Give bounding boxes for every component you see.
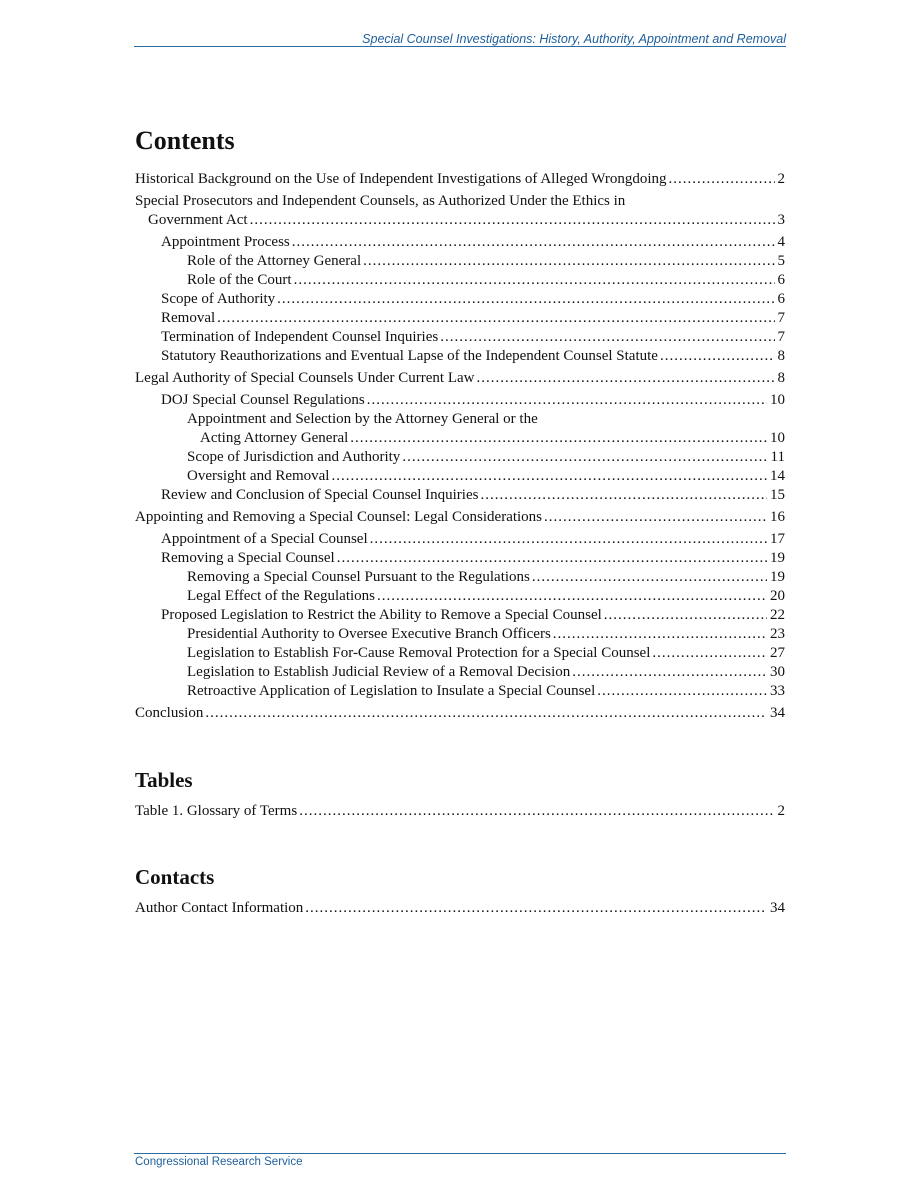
toc-entry[interactable] — [135, 467, 785, 486]
dot-leader — [331, 467, 767, 486]
toc-entry-page: 33 — [770, 683, 785, 699]
toc-entry-title: Appointment and Selection by the Attorney General or the — [187, 411, 538, 427]
toc-entry-title: Oversight and Removal — [187, 468, 330, 484]
toc-entry-title: Author Contact Information — [135, 900, 304, 916]
toc-entry-page: 34 — [770, 900, 785, 916]
toc-entry-page: 27 — [770, 645, 785, 661]
dot-leader — [337, 549, 767, 568]
contents-list — [135, 170, 785, 723]
toc-entry-page: 34 — [770, 705, 785, 721]
toc-entry[interactable] — [135, 192, 785, 230]
toc-entry-page: 4 — [777, 234, 785, 250]
toc-entry[interactable] — [135, 802, 785, 821]
toc-entry-title: DOJ Special Counsel Regulations — [161, 392, 365, 408]
toc-entry[interactable] — [135, 587, 785, 606]
toc-entry[interactable] — [135, 704, 785, 723]
toc-entry[interactable] — [135, 309, 785, 328]
toc-entry-page: 6 — [777, 291, 785, 307]
dot-leader — [532, 568, 767, 587]
toc-entry-title: Appointing and Removing a Special Counsel: Legal Considerations — [135, 509, 543, 525]
toc-entry-title: Presidential Authority to Oversee Executive Branch Officers — [187, 626, 551, 642]
dot-leader — [367, 391, 767, 410]
toc-entry-page: 10 — [770, 430, 785, 446]
dot-leader — [477, 369, 775, 388]
toc-entry-page: 8 — [777, 370, 785, 386]
footer-publisher: Congressional Research Service — [135, 1156, 303, 1168]
toc-entry-page: 7 — [777, 310, 785, 326]
toc-entry-title: Legal Authority of Special Counsels Under Current Law — [135, 370, 475, 386]
toc-entry-page: 10 — [770, 392, 785, 408]
footer-divider — [134, 1153, 786, 1154]
toc-entry-page: 20 — [770, 588, 785, 604]
toc-entry-title: Historical Background on the Use of Independent Investigations of Alleged Wrongdoing — [135, 171, 667, 187]
toc-entry-page: 5 — [777, 253, 785, 269]
toc-entry-title: Role of the Attorney General — [187, 253, 362, 269]
toc-entry-page: 2 — [777, 171, 785, 187]
dot-leader — [544, 508, 767, 527]
toc-entry-page: 2 — [777, 803, 785, 819]
dot-leader — [305, 899, 767, 918]
toc-entry-title: Appointment Process — [161, 234, 290, 250]
dot-leader — [294, 271, 775, 290]
toc-entry-title: Termination of Independent Counsel Inquiries — [161, 329, 439, 345]
toc-entry-page: 30 — [770, 664, 785, 680]
toc-entry-title: Special Prosecutors and Independent Counsels, as Authorized Under the Ethics in — [135, 193, 626, 209]
dot-leader — [669, 170, 775, 189]
dot-leader — [277, 290, 774, 309]
toc-entry[interactable] — [135, 625, 785, 644]
toc-entry-page: 8 — [777, 348, 785, 364]
dot-leader — [250, 211, 775, 230]
toc-entry-page: 22 — [770, 607, 785, 623]
toc-entry-title-continuation: Acting Attorney General — [200, 430, 349, 446]
toc-entry-page: 19 — [770, 569, 785, 585]
toc-entry-title: Removing a Special Counsel Pursuant to the Regulations — [187, 569, 530, 585]
toc-entry-title: Legislation to Establish For-Cause Removal Protection for a Special Counsel — [187, 645, 651, 661]
toc-entry[interactable] — [135, 508, 785, 527]
dot-leader — [299, 802, 774, 821]
toc-entry-page: 15 — [770, 487, 785, 503]
toc-entry-title: Review and Conclusion of Special Counsel Inquiries — [161, 487, 479, 503]
toc-entry[interactable] — [135, 663, 785, 682]
dot-leader — [660, 347, 775, 366]
dot-leader — [480, 486, 767, 505]
dot-leader — [604, 606, 767, 625]
header-divider — [134, 46, 786, 47]
toc-entry-page: 14 — [770, 468, 785, 484]
toc-entry-page: 17 — [770, 531, 785, 547]
dot-leader — [370, 530, 767, 549]
toc-entry-page: 11 — [770, 449, 785, 465]
dot-leader — [377, 587, 767, 606]
toc-entry[interactable] — [135, 448, 785, 467]
toc-entry[interactable] — [135, 568, 785, 587]
dot-leader — [553, 625, 767, 644]
toc-entry-title: Legislation to Establish Judicial Review of a Removal Decision — [187, 664, 571, 680]
dot-leader — [440, 328, 774, 347]
toc-entry-title: Role of the Court — [187, 272, 292, 288]
toc-entry-title: Proposed Legislation to Restrict the Ability to Remove a Special Counsel — [161, 607, 602, 623]
toc-entry-page: 19 — [770, 550, 785, 566]
toc-entry-title: Conclusion — [135, 705, 204, 721]
toc-entry[interactable] — [135, 530, 785, 549]
toc-entry[interactable] — [135, 170, 785, 189]
tables-list — [135, 802, 785, 821]
dot-leader — [572, 663, 767, 682]
tables-heading: Tables — [135, 768, 193, 792]
dot-leader — [217, 309, 774, 328]
toc-entry-title: Scope of Jurisdiction and Authority — [187, 449, 401, 465]
contacts-heading: Contacts — [135, 865, 215, 889]
toc-entry[interactable] — [135, 606, 785, 625]
dot-leader — [350, 429, 767, 448]
toc-entry-title-continuation: Government Act — [148, 212, 248, 228]
contents-heading: Contents — [135, 126, 235, 155]
toc-entry[interactable] — [135, 369, 785, 388]
running-header-title: Special Counsel Investigations: History, Authority, Appointment and Removal — [362, 32, 786, 46]
toc-entry-page: 23 — [770, 626, 785, 642]
toc-entry[interactable] — [135, 290, 785, 309]
toc-page-body — [135, 124, 785, 918]
toc-entry-title: Table 1. Glossary of Terms — [135, 803, 298, 819]
toc-entry[interactable] — [135, 271, 785, 290]
toc-entry[interactable] — [135, 899, 785, 918]
dot-leader — [292, 233, 775, 252]
toc-entry[interactable] — [135, 486, 785, 505]
toc-entry[interactable] — [135, 391, 785, 410]
toc-entry-page: 6 — [777, 272, 785, 288]
toc-entry-title: Retroactive Application of Legislation to Insulate a Special Counsel — [187, 683, 596, 699]
toc-entry[interactable] — [135, 410, 785, 448]
toc-entry-title: Appointment of a Special Counsel — [161, 531, 368, 547]
toc-entry[interactable] — [135, 252, 785, 271]
toc-entry-page: 3 — [777, 212, 785, 228]
toc-entry-title: Statutory Reauthorizations and Eventual Lapse of the Independent Counsel Statute — [161, 348, 658, 364]
contacts-list — [135, 899, 785, 918]
dot-leader — [597, 682, 767, 701]
toc-entry[interactable] — [135, 347, 785, 366]
toc-entry-title: Removal — [161, 310, 216, 326]
dot-leader — [402, 448, 767, 467]
toc-entry[interactable] — [135, 233, 785, 252]
toc-entry-title: Scope of Authority — [161, 291, 276, 307]
toc-entry-page: 7 — [777, 329, 785, 345]
dot-leader — [652, 644, 767, 663]
toc-entry-page: 16 — [770, 509, 785, 525]
toc-entry[interactable] — [135, 682, 785, 701]
toc-entry[interactable] — [135, 549, 785, 568]
toc-entry-title: Legal Effect of the Regulations — [187, 588, 375, 604]
toc-entry-title: Removing a Special Counsel — [161, 550, 335, 566]
dot-leader — [363, 252, 774, 271]
dot-leader — [205, 704, 767, 723]
toc-entry[interactable] — [135, 644, 785, 663]
toc-entry[interactable] — [135, 328, 785, 347]
